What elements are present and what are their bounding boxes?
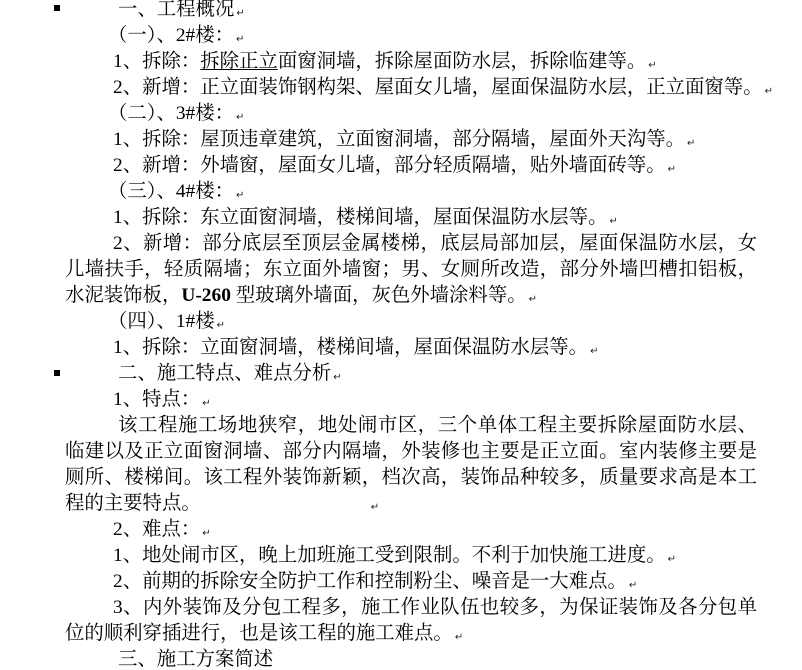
paragraph-building-3-demolish bbox=[113, 130, 695, 150]
heading-text: 一、工程概况 bbox=[118, 0, 235, 20]
paragraph-mark-icon: ↵ bbox=[609, 216, 618, 227]
paragraph-mark-icon: ↵ bbox=[628, 580, 638, 591]
paragraph-text: 1、拆除：东立面窗洞墙，楼梯间墙，屋面保温防水层等。 bbox=[113, 207, 608, 228]
paragraph-building-2-add bbox=[113, 78, 773, 98]
paragraph-mark-icon: ↵ bbox=[648, 60, 657, 71]
section-heading-overview bbox=[118, 0, 245, 20]
paragraph-mark-icon: ↵ bbox=[687, 138, 696, 149]
paragraph-building-4-add-line-3 bbox=[65, 286, 537, 306]
paragraph-text: 2、前期的拆除安全防护工作和控制粉尘、噪音是一大难点。 bbox=[113, 571, 627, 592]
paragraph-difficulty-2 bbox=[113, 572, 637, 592]
paragraph-features-line-1: 该工程施工场地狭窄，地处闹市区，三个单体工程主要拆除屋面防水层、 bbox=[118, 415, 757, 436]
paragraph-text: 2、新增：正立面装饰钢构架、屋面女儿墙，屋面保温防水层，正立面窗等。 bbox=[113, 77, 763, 98]
paragraph-text: 水泥装饰板， bbox=[65, 285, 182, 306]
paragraph-mark-icon: ↵ bbox=[202, 398, 211, 409]
paragraph-mark-icon: ↵ bbox=[333, 372, 342, 383]
paragraph-mark-icon: ↵ bbox=[236, 112, 245, 123]
paragraph-features-line-2: 临建以及正立面窗洞墙、部分内隔墙，外装修也主要是正立面。室内装修主要是 bbox=[65, 441, 757, 462]
heading-text: 二、施工特点、难点分析 bbox=[118, 363, 332, 384]
paragraph-mark-icon: ↵ bbox=[370, 502, 380, 513]
paragraph-text: 2、新增：外墙窗，屋面女儿墙，部分轻质隔墙，贴外墙面砖等。 bbox=[113, 155, 666, 176]
heading-bullet-icon bbox=[54, 5, 60, 11]
paragraph-mark-icon: ↵ bbox=[590, 346, 599, 357]
paragraph-mark-icon: ↵ bbox=[202, 528, 211, 539]
subheading-text: （二）、3#楼： bbox=[108, 103, 235, 124]
paragraph-difficulty-1 bbox=[113, 546, 676, 566]
underlined-text: 拆除正立 bbox=[200, 51, 278, 72]
paragraph-features-line-4 bbox=[65, 494, 379, 514]
subheading-text: 1、特点： bbox=[113, 389, 201, 410]
paragraph-mark-icon: ↵ bbox=[236, 190, 245, 201]
paragraph-text: 1、拆除：屋顶违章建筑，立面窗洞墙，部分隔墙，屋面外天沟等。 bbox=[113, 129, 686, 150]
paragraph-mark-icon: ↵ bbox=[667, 164, 677, 175]
paragraph-building-3-add bbox=[113, 156, 676, 176]
paragraph-mark-icon: ↵ bbox=[236, 34, 245, 45]
paragraph-text: 1、拆除： bbox=[113, 51, 201, 72]
paragraph-text: 型玻璃外墙面，灰色外墙涂料等。 bbox=[230, 285, 527, 306]
paragraph-difficulty-3-line-2 bbox=[65, 624, 463, 644]
heading-bullet-icon bbox=[54, 370, 60, 376]
paragraph-building-4-add-line-1: 2、新增：部分底层至顶层金属楼梯，底层局部加层，屋面保温防水层，女 bbox=[113, 233, 757, 254]
subheading-text: （一）、2#楼： bbox=[108, 25, 235, 46]
bold-text: U-260 bbox=[181, 285, 231, 306]
paragraph-text: 面窗洞墙，拆除屋面防水层，拆除临建等。 bbox=[277, 51, 647, 72]
subheading-features bbox=[113, 390, 211, 410]
paragraph-building-1-demolish bbox=[113, 338, 598, 358]
paragraph-features-line-3: 厕所、楼梯间。该工程外装饰新颖，档次高，装饰品种较多，质量要求高是本工 bbox=[65, 467, 757, 488]
paragraph-building-4-add-line-2: 儿墙扶手，轻质隔墙；东立面外墙窗；男、女厕所改造，部分外墙凹槽扣铝板， bbox=[65, 259, 757, 280]
paragraph-mark-icon: ↵ bbox=[667, 554, 677, 565]
subheading-text: （三）、4#楼： bbox=[108, 181, 235, 202]
subheading-building-2 bbox=[108, 26, 244, 46]
paragraph-building-2-demolish bbox=[113, 52, 657, 72]
subheading-text: （四）、1#楼 bbox=[108, 311, 215, 332]
section-heading-plan: 三、施工方案简述 bbox=[118, 649, 274, 670]
paragraph-mark-icon: ↵ bbox=[216, 320, 226, 331]
section-heading-analysis bbox=[118, 364, 342, 384]
subheading-building-4 bbox=[108, 182, 244, 202]
subheading-building-1 bbox=[108, 312, 225, 332]
subheading-difficulties bbox=[113, 520, 211, 540]
paragraph-text: 1、地处闹市区，晚上加班施工受到限制。不利于加快施工进度。 bbox=[113, 545, 666, 566]
paragraph-text: 位的顺利穿插进行，也是该工程的施工难点。 bbox=[65, 623, 453, 644]
subheading-text: 2、难点： bbox=[113, 519, 201, 540]
paragraph-mark-icon: ↵ bbox=[454, 632, 464, 643]
subheading-building-3 bbox=[108, 104, 244, 124]
paragraph-mark-icon: ↵ bbox=[528, 294, 537, 305]
paragraph-mark-icon: ↵ bbox=[764, 86, 773, 97]
paragraph-text: 1、拆除：立面窗洞墙，楼梯间墙，屋面保温防水层等。 bbox=[113, 337, 589, 358]
paragraph-building-4-demolish bbox=[113, 208, 618, 228]
paragraph-mark-icon: ↵ bbox=[236, 8, 245, 19]
paragraph-difficulty-3-line-1: 3、内外装饰及分包工程多，施工作业队伍也较多，为保证装饰及各分包单 bbox=[113, 597, 757, 618]
paragraph-text: 程的主要特点。 bbox=[65, 493, 201, 514]
